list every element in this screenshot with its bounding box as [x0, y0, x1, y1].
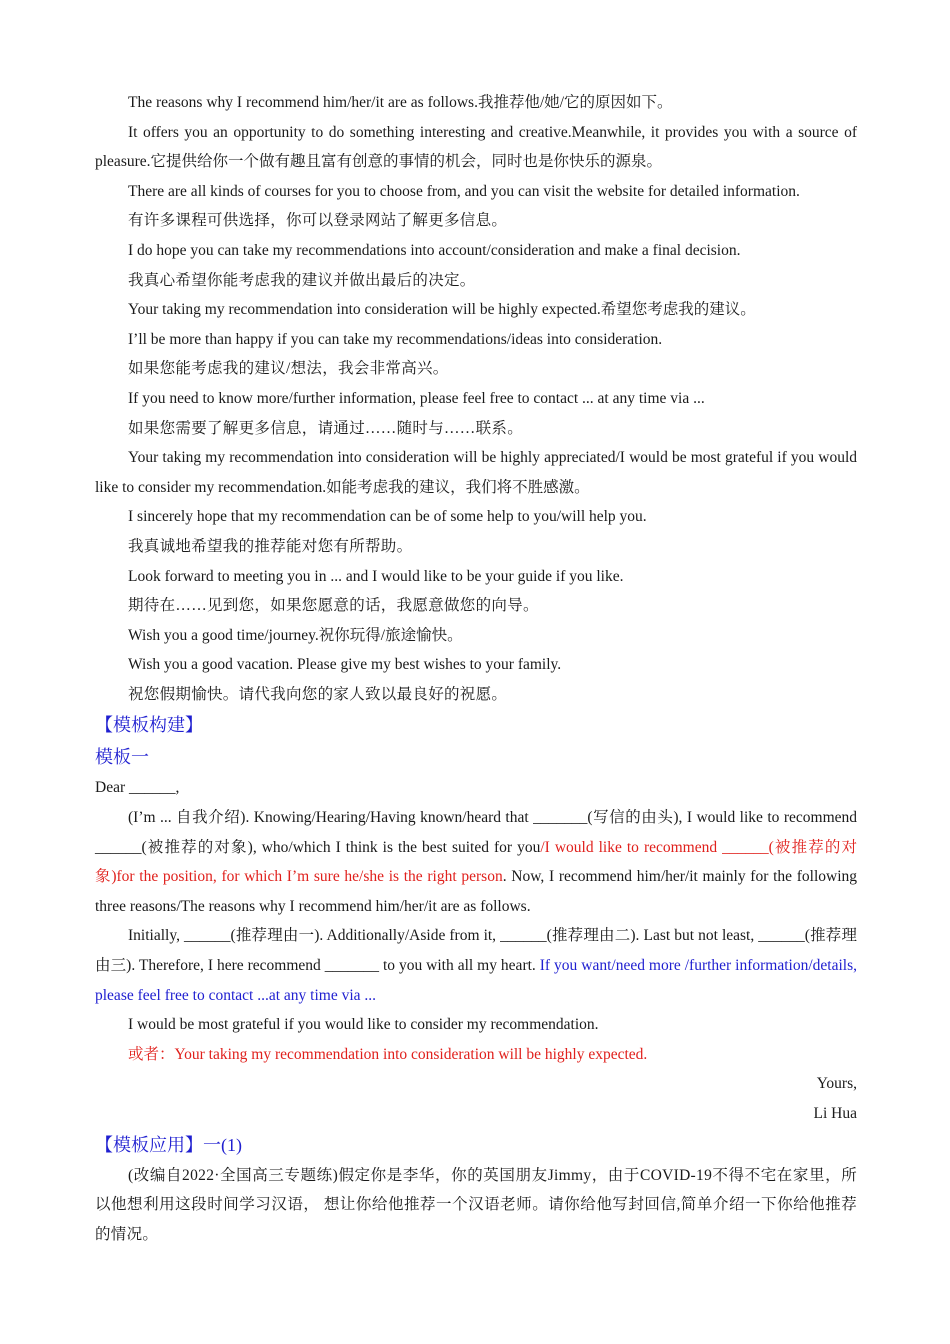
phrase-line: Your taking my recommendation into consideration will be highly appreciated/I would be most grateful if you would like to consider my recommendation.如能考虑我的建议，我们将不胜感激。 — [95, 449, 857, 496]
phrase-line: 我真心希望你能考虑我的建议并做出最后的决定。 — [128, 271, 476, 289]
section-heading-apply: 【模板应用】一(1) — [95, 1134, 242, 1155]
letter-text: Initially, ______(推荐理由一). Additionally/Aside from it, ______(推荐理由二). Last but not least, ______(推荐理由三). Therefore, I here recommend _______ to you with all my heart. — [95, 927, 857, 975]
letter-text: . Now, I recommend him/her/it mainly for the following three reasons/The reasons why I recommend him/her/it are as follows. — [95, 868, 858, 915]
phrase-line: 我真诚地希望我的推荐能对您有所帮助。 — [128, 537, 413, 555]
phrase-line: Wish you a good time/journey.祝你玩得/旅途愉快。 — [128, 626, 463, 644]
document-page — [95, 88, 857, 1249]
phrase-line: 有许多课程可供选择，你可以登录网站了解更多信息。 — [128, 212, 508, 230]
phrase-line: There are all kinds of courses for you to choose from, and you can visit the website for detailed information. — [128, 182, 800, 200]
letter-signature: Li Hua — [813, 1105, 857, 1122]
phrase-line: I’ll be more than happy if you can take my recommendations/ideas into consideration. — [128, 330, 663, 348]
template-title: 模板一 — [95, 747, 149, 768]
letter-paragraph-1 — [95, 803, 857, 921]
phrase-line: Wish you a good vacation. Please give my best wishes to your family. — [128, 656, 562, 674]
letter-salutation: Dear ______, — [95, 779, 180, 797]
phrase-line: It offers you an opportunity to do something interesting and creative.Meanwhile, it provides you with a source of pleasure.它提供给你一个做有趣且富有创意的事情的机会，同时也是你快乐的源泉。 — [95, 123, 857, 171]
letter-paragraph-2 — [95, 921, 857, 1010]
letter-closing: Yours, — [816, 1075, 857, 1093]
phrase-line: I sincerely hope that my recommendation can be of some help to you/will help you. — [128, 508, 647, 526]
task-prompt: (改编自2022·全国高三专题练)假定你是李华，你的英国朋友Jimmy，由于COVID-19不得不宅在家里，所以他想利用这段时间学习汉语， 想让你给他推荐一个汉语老师。请你给他写封回信,简单介绍一下你给他推荐的情况。 — [95, 1166, 857, 1243]
letter-alt-text: /I would like to recommend ______(被推荐的对象)for the position, for which I’m sure he/she is the right person — [95, 838, 858, 886]
phrase-line: If you need to know more/further information, please feel free to contact ... at any time via ... — [128, 389, 705, 407]
letter-text: (I’m ... 自我介绍). Knowing/Hearing/Having known/heard that _______(写信的由头), I would like to recommend ______(被推荐的对象), who/which I think is the best suited for you — [95, 809, 857, 856]
letter-alternative: 或者：Your taking my recommendation into consideration will be highly expected. — [128, 1045, 648, 1063]
phrase-line: 祝您假期愉快。请代我向您的家人致以最良好的祝愿。 — [128, 685, 508, 703]
letter-contact-text: If you want/need more /further information/details, please feel free to contact ...at any time via ... — [95, 957, 857, 1004]
phrase-line: Your taking my recommendation into consideration will be highly expected.希望您考虑我的建议。 — [128, 301, 756, 319]
phrase-line: Look forward to meeting you in ... and I would like to be your guide if you like. — [128, 567, 624, 585]
phrase-line: The reasons why I recommend him/her/it are as follows.我推荐他/她/它的原因如下。 — [128, 94, 673, 111]
phrase-line: I do hope you can take my recommendations into account/consideration and make a final decision. — [128, 241, 741, 259]
phrase-line: 如果您需要了解更多信息，请通过……随时与……联系。 — [128, 419, 524, 437]
section-heading-build: 【模板构建】 — [95, 715, 203, 736]
phrase-line: 期待在……见到您，如果您愿意的话，我愿意做您的向导。 — [128, 597, 539, 615]
letter-paragraph-3: I would be most grateful if you would like to consider my recommendation. — [128, 1016, 599, 1034]
phrase-line: 如果您能考虑我的建议/想法，我会非常高兴。 — [128, 360, 449, 378]
